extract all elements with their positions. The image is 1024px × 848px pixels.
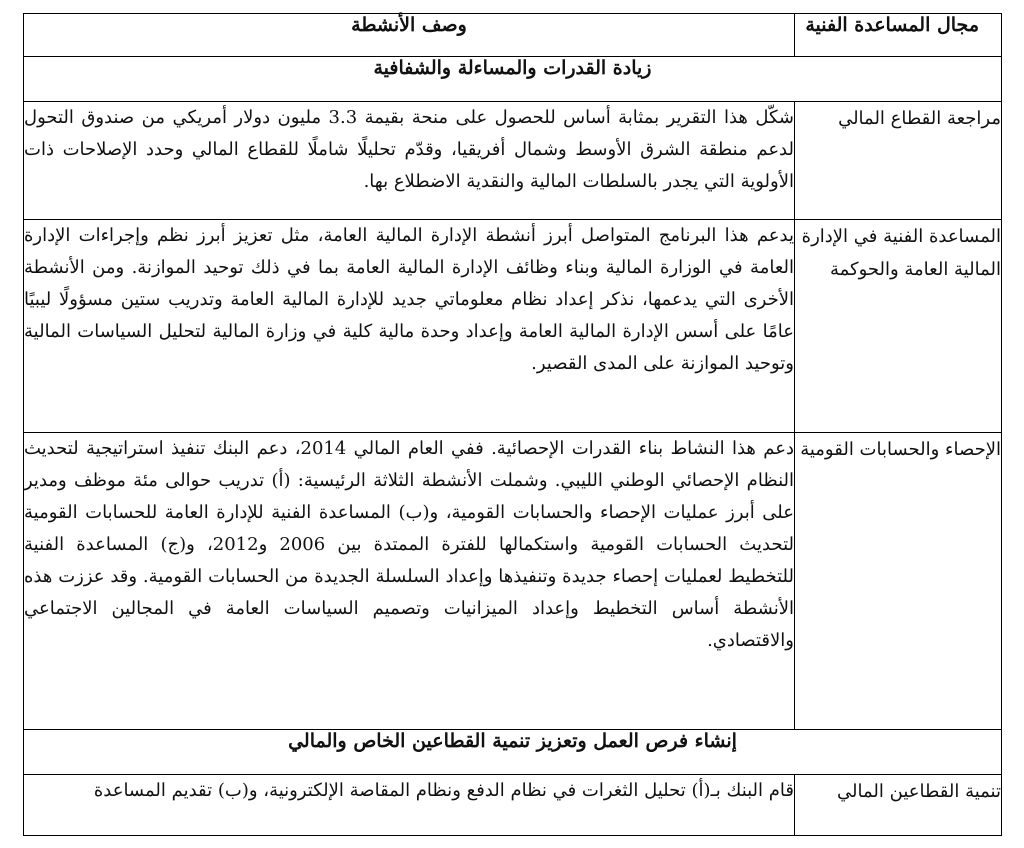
section-title: زيادة القدرات والمساءلة والشفافية	[24, 57, 1002, 102]
table-row	[24, 433, 1002, 730]
row-description: دعم هذا النشاط بناء القدرات الإحصائية. ففي العام المالي 2014، دعم البنك تنفيذ استراتيجية لتحديث النظام الإحصائي الوطني الليبي. وشملت الأنشطة الثلاثة الرئيسية: (أ) تدريب حوالى مئة موظف ومدير على أبرز عمليات الإحصاء والحسابات القومية، و(ب) المساعدة الفنية للإدارة العامة للحسابات القومية لتحديث الحسابات القومية واستكمالها للفترة الممتدة بين 2006 و2012، و(ج) المساعدة الفنية للتخطيط لعمليات إحصاء جديدة وتنفيذها وإعداد السلسلة الجديدة من الحسابات القومية. وقد عززت هذه الأنشطة أساس التخطيط وإعداد الميزانيات وتصميم السياسات العامة في المجالين الاجتماعي والاقتصادي.	[24, 433, 795, 730]
row-description: شكّل هذا التقرير بمثابة أساس للحصول على منحة بقيمة 3.3 مليون دولار أمريكي من صندوق التحول لدعم منطقة الشرق الأوسط وشمال أفريقيا، وقدّم تحليلًا شاملًا للقطاع المالي وحدد الإصلاحات ذات الأولوية التي يجدر بالسلطات المالية والنقدية الاضطلاع بها.	[24, 102, 795, 220]
row-area: الإحصاء والحسابات القومية	[795, 433, 1002, 730]
header-row	[24, 14, 1002, 57]
row-area: مراجعة القطاع المالي	[795, 102, 1002, 220]
table-row	[24, 102, 1002, 220]
section-row	[24, 57, 1002, 102]
section-row	[24, 730, 1002, 775]
row-description: يدعم هذا البرنامج المتواصل أبرز أنشطة الإدارة المالية العامة، مثل تعزيز أبرز نظم وإجراءات الإدارة العامة في الوزارة المالية وبناء وظائف الإدارة المالية العامة بما في ذلك توحيد الموازنة. ومن الأنشطة الأخرى التي يدعمها، نذكر إعداد نظام معلوماتي جديد للإدارة المالية العامة وتدريب ستين مسؤولًا ليبيًا عامًا على أسس الإدارة المالية العامة وإعداد وحدة مالية كلية في وزارة المالية لتحليل السياسات المالية وتوحيد الموازنة على المدى القصير.	[24, 220, 795, 433]
technical-assistance-table	[23, 13, 1002, 836]
row-description: قام البنك بـ(أ) تحليل الثغرات في نظام الدفع ونظام المقاصة الإلكترونية، و(ب) تقديم المساعدة	[24, 775, 795, 836]
header-area: مجال المساعدة الفنية	[795, 14, 1002, 57]
table-row	[24, 220, 1002, 433]
section-title: إنشاء فرص العمل وتعزيز تنمية القطاعين الخاص والمالي	[24, 730, 1002, 775]
row-area: تنمية القطاعين المالي	[795, 775, 1002, 836]
table-row	[24, 775, 1002, 836]
row-area: المساعدة الفنية في الإدارة المالية العامة والحوكمة	[795, 220, 1002, 433]
header-description: وصف الأنشطة	[24, 14, 795, 57]
